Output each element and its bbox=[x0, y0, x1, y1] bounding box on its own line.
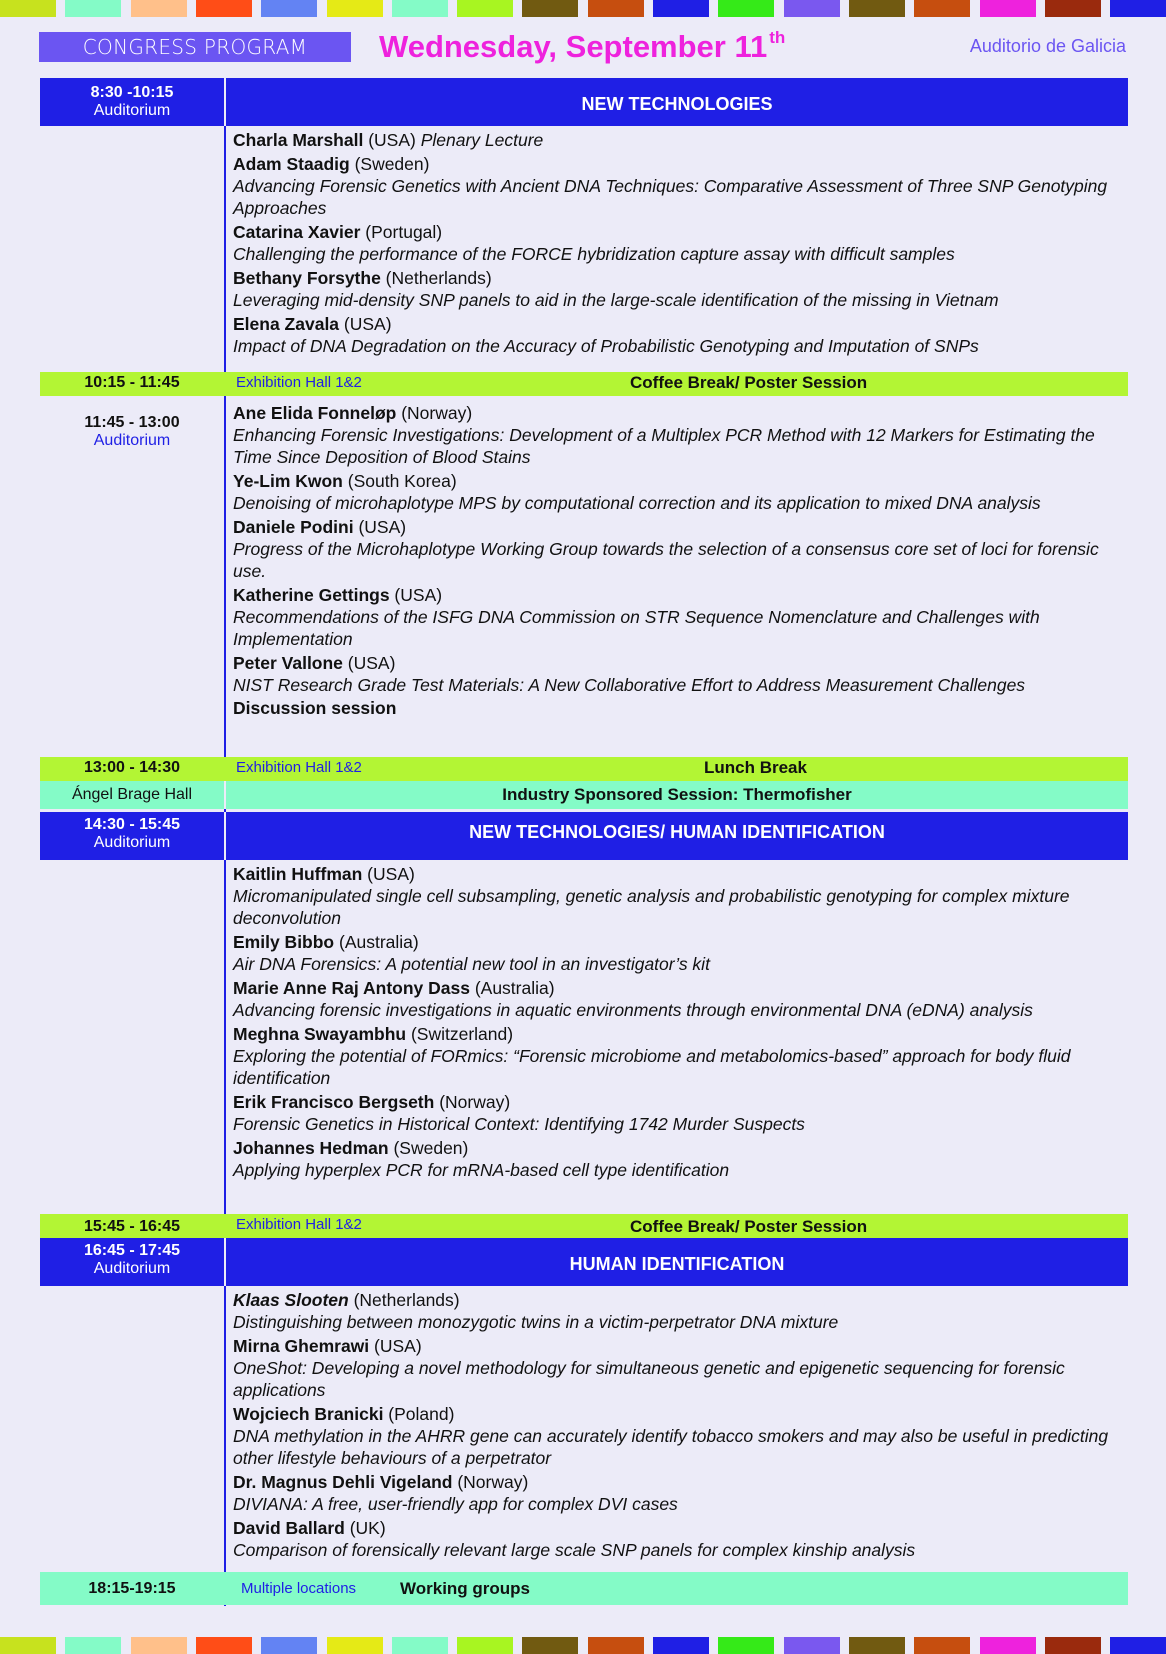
color-stripe bbox=[196, 0, 252, 17]
speaker-country: (Netherlands) bbox=[348, 1290, 460, 1310]
session-time-cell bbox=[40, 812, 226, 860]
industry-event: Industry Sponsored Session: Thermofisher bbox=[502, 785, 852, 804]
speaker-country: (South Korea) bbox=[342, 471, 457, 491]
speaker-country: (Australia) bbox=[334, 932, 419, 952]
speaker-name: Dr. Magnus Dehli Vigeland bbox=[233, 1472, 453, 1492]
talk-item bbox=[233, 863, 1133, 929]
session-title: NEW TECHNOLOGIES/ HUMAN IDENTIFICATION bbox=[469, 821, 885, 842]
session-place: Auditorium bbox=[93, 1260, 171, 1277]
session-time-cell bbox=[40, 1238, 226, 1286]
color-stripe bbox=[131, 1637, 187, 1654]
speaker-country: (Portugal) bbox=[360, 222, 443, 242]
talk-list bbox=[233, 402, 1133, 720]
session-header bbox=[40, 812, 1128, 860]
color-stripe bbox=[653, 0, 709, 17]
day-title bbox=[379, 28, 785, 65]
session-place: Auditorium bbox=[93, 834, 171, 851]
break-time: 13:00 - 14:30 bbox=[83, 759, 181, 776]
speaker-country: (USA) bbox=[342, 653, 396, 673]
program-label: CONGRESS PROGRAM bbox=[39, 32, 351, 62]
talk-item bbox=[233, 1137, 1133, 1181]
color-stripe bbox=[327, 1637, 383, 1654]
break-time: 15:45 - 16:45 bbox=[83, 1218, 181, 1235]
talk-title: Air DNA Forensics: A potential new tool in an investigator’s kit bbox=[233, 954, 710, 974]
speaker-name: Ane Elida Fonneløp bbox=[233, 403, 397, 423]
talk-item bbox=[233, 1403, 1133, 1469]
color-stripe bbox=[1045, 1637, 1101, 1654]
talk-title: Impact of DNA Degradation on the Accuracy of Probabilistic Genotyping and Imputation of SNPs bbox=[233, 336, 979, 356]
venue-name: Auditorio de Galicia bbox=[969, 36, 1126, 56]
speaker-country: (Australia) bbox=[469, 978, 555, 998]
top-color-stripes bbox=[0, 0, 1166, 17]
speaker-country: (Switzerland) bbox=[406, 1024, 514, 1044]
session-time: 16:45 - 17:45 bbox=[83, 1242, 181, 1259]
speaker-name: Daniele Podini bbox=[233, 517, 354, 537]
session-title: HUMAN IDENTIFICATION bbox=[569, 1253, 785, 1274]
color-stripe bbox=[261, 0, 317, 17]
session-time: 8:30 -10:15 bbox=[90, 84, 174, 101]
speaker-name: Klaas Slooten bbox=[233, 1290, 349, 1310]
session-time-cell bbox=[40, 78, 226, 126]
talk-item bbox=[233, 402, 1133, 468]
talk-item bbox=[233, 1471, 1133, 1515]
talk-item bbox=[233, 1335, 1133, 1401]
discussion-session: Discussion session bbox=[233, 698, 397, 718]
break-location: Exhibition Hall 1&2 bbox=[236, 1216, 362, 1233]
talk-title: NIST Research Grade Test Materials: A New Collaborative Effort to Address Measurement Challenges bbox=[233, 675, 1026, 695]
session-place: Auditorium bbox=[93, 102, 171, 119]
talk-note: Plenary Lecture bbox=[420, 130, 544, 150]
break-event: Lunch Break bbox=[704, 758, 807, 777]
color-stripe bbox=[392, 0, 448, 17]
talk-title: Micromanipulated single cell subsampling, genetic analysis and probabilistic genotyping for complex mixture deconvolution bbox=[233, 886, 1070, 928]
talk-title: Advancing Forensic Genetics with Ancient DNA Techniques: Comparative Assessment of Three SNP Genotyping Approaches bbox=[233, 176, 1108, 218]
talk-title: OneShot: Developing a novel methodology for simultaneous genetic and epigenetic sequencing for forensic applications bbox=[233, 1358, 1065, 1400]
color-stripe bbox=[1110, 0, 1166, 17]
color-stripe bbox=[980, 1637, 1036, 1654]
talk-item bbox=[233, 584, 1133, 650]
talk-list bbox=[233, 1289, 1133, 1561]
speaker-name: Erik Francisco Bergseth bbox=[233, 1092, 435, 1112]
talk-item bbox=[233, 516, 1133, 582]
bottom-color-stripes bbox=[0, 1637, 1166, 1654]
speaker-country: (USA) bbox=[339, 314, 392, 334]
color-stripe bbox=[980, 0, 1036, 17]
color-stripe bbox=[1045, 0, 1101, 17]
color-stripe bbox=[849, 1637, 905, 1654]
break-event: Coffee Break/ Poster Session bbox=[630, 373, 868, 392]
speaker-name: Bethany Forsythe bbox=[233, 268, 381, 288]
speaker-name: Wojciech Branicki bbox=[233, 1404, 384, 1424]
working-groups-location: Multiple locations bbox=[241, 1580, 357, 1597]
color-stripe bbox=[588, 0, 644, 17]
session-time: 14:30 - 15:45 bbox=[83, 816, 181, 833]
speaker-country: (USA) bbox=[369, 1336, 422, 1356]
speaker-country: (USA) bbox=[362, 864, 415, 884]
break-location: Exhibition Hall 1&2 bbox=[236, 374, 362, 391]
talk-item bbox=[233, 1289, 1133, 1333]
color-stripe bbox=[457, 0, 513, 17]
speaker-name: Peter Vallone bbox=[233, 653, 343, 673]
color-stripe bbox=[327, 0, 383, 17]
break-time: 10:15 - 11:45 bbox=[84, 374, 180, 391]
industry-place: Ángel Brage Hall bbox=[40, 781, 226, 809]
talk-title: Enhancing Forensic Investigations: Development of a Multiplex PCR Method with 12 Markers for Estimating the Time Since Deposition of Blood Stains bbox=[233, 425, 1095, 467]
speaker-country: (Poland) bbox=[383, 1404, 455, 1424]
speaker-country: (Sweden) bbox=[388, 1138, 469, 1158]
speaker-name: Katherine Gettings bbox=[233, 585, 390, 605]
speaker-name: Charla Marshall bbox=[233, 130, 364, 150]
speaker-name: Kaitlin Huffman bbox=[233, 864, 363, 884]
speaker-country: (USA) bbox=[389, 585, 443, 605]
speaker-country: (Sweden) bbox=[349, 154, 430, 174]
speaker-name: Meghna Swayambhu bbox=[233, 1024, 407, 1044]
break-row bbox=[40, 372, 1128, 396]
talk-item bbox=[233, 267, 1133, 311]
speaker-country: (USA) bbox=[353, 517, 407, 537]
speaker-name: Ye-Lim Kwon bbox=[233, 471, 343, 491]
color-stripe bbox=[784, 1637, 840, 1654]
talk-title: Leveraging mid-density SNP panels to aid in the large-scale identification of the missing in Vietnam bbox=[233, 290, 999, 310]
break-row bbox=[40, 1214, 1128, 1238]
speaker-name: David Ballard bbox=[233, 1518, 345, 1538]
break-location: Exhibition Hall 1&2 bbox=[236, 759, 362, 776]
color-stripe bbox=[653, 1637, 709, 1654]
speaker-country: (Netherlands) bbox=[380, 268, 492, 288]
color-stripe bbox=[784, 0, 840, 17]
color-stripe bbox=[1110, 1637, 1166, 1654]
talk-title: Comparison of forensically relevant large scale SNP panels for complex kinship analysis bbox=[233, 1540, 916, 1560]
talk-title: Challenging the performance of the FORCE hybridization capture assay with difficult samples bbox=[233, 244, 955, 264]
color-stripe bbox=[718, 1637, 774, 1654]
talk-item bbox=[233, 931, 1133, 975]
session-time-cell bbox=[40, 414, 224, 450]
speaker-name: Emily Bibbo bbox=[233, 932, 335, 952]
speaker-country: (UK) bbox=[344, 1518, 386, 1538]
talk-title: Progress of the Microhaplotype Working Group towards the selection of a consensus core set of loci for forensic use. bbox=[233, 539, 1099, 581]
day-text: Wednesday, September 11 bbox=[379, 29, 768, 64]
talk-title: Exploring the potential of FORmics: “Forensic microbiome and metabolomics-based” approach for body fluid identification bbox=[233, 1046, 1071, 1088]
color-stripe bbox=[914, 1637, 970, 1654]
speaker-name: Catarina Xavier bbox=[233, 222, 361, 242]
speaker-name: Elena Zavala bbox=[233, 314, 340, 334]
talk-list bbox=[233, 129, 1133, 357]
talk-title: DNA methylation in the AHRR gene can accurately identify tobacco smokers and may also be useful in predicting other lifestyle behaviours of a perpetrator bbox=[233, 1426, 1109, 1468]
talk-title: DIVIANA: A free, user-friendly app for complex DVI cases bbox=[233, 1494, 678, 1514]
session-place: Auditorium bbox=[93, 432, 171, 449]
working-groups-event: Working groups bbox=[400, 1579, 531, 1598]
color-stripe bbox=[914, 0, 970, 17]
speaker-country: (Norway) bbox=[452, 1472, 529, 1492]
session-header bbox=[40, 78, 1128, 126]
speaker-country: (Norway) bbox=[434, 1092, 511, 1112]
talk-item bbox=[233, 652, 1133, 696]
working-groups-time: 18:15-19:15 bbox=[88, 1580, 176, 1597]
speaker-name: Mirna Ghemrawi bbox=[233, 1336, 370, 1356]
color-stripe bbox=[849, 0, 905, 17]
talk-title: Forensic Genetics in Historical Context: Identifying 1742 Murder Suspects bbox=[233, 1114, 805, 1134]
talk-items bbox=[233, 402, 1133, 696]
color-stripe bbox=[131, 0, 187, 17]
speaker-name: Adam Staadig bbox=[233, 154, 350, 174]
talk-title: Distinguishing between monozygotic twins in a victim-perpetrator DNA mixture bbox=[233, 1312, 839, 1332]
talk-item bbox=[233, 221, 1133, 265]
session-title: NEW TECHNOLOGIES bbox=[581, 93, 773, 114]
talk-item bbox=[233, 1023, 1133, 1089]
color-stripe bbox=[65, 0, 121, 17]
working-groups-row bbox=[40, 1572, 1128, 1605]
session-time: 11:45 - 13:00 bbox=[84, 414, 180, 431]
talk-item bbox=[233, 129, 1133, 151]
day-suffix: th bbox=[769, 28, 786, 47]
color-stripe bbox=[718, 0, 774, 17]
session-header bbox=[40, 1238, 1128, 1286]
talk-item bbox=[233, 470, 1133, 514]
industry-row bbox=[40, 781, 1128, 809]
color-stripe bbox=[522, 0, 578, 17]
talk-item bbox=[233, 977, 1133, 1021]
talk-title: Applying hyperplex PCR for mRNA-based cell type identification bbox=[233, 1160, 730, 1180]
color-stripe bbox=[196, 1637, 252, 1654]
color-stripe bbox=[588, 1637, 644, 1654]
color-stripe bbox=[0, 0, 56, 17]
talk-item bbox=[233, 153, 1133, 219]
talk-item bbox=[233, 313, 1133, 357]
talk-title: Denoising of microhaplotype MPS by computational correction and its application to mixed DNA analysis bbox=[233, 493, 1041, 513]
speaker-name: Marie Anne Raj Antony Dass bbox=[233, 978, 470, 998]
break-row bbox=[40, 757, 1128, 781]
color-stripe bbox=[65, 1637, 121, 1654]
color-stripe bbox=[392, 1637, 448, 1654]
talk-list bbox=[233, 863, 1133, 1181]
speaker-name: Johannes Hedman bbox=[233, 1138, 389, 1158]
speaker-country: (Norway) bbox=[396, 403, 473, 423]
speaker-country: (USA) bbox=[363, 130, 421, 150]
color-stripe bbox=[0, 1637, 56, 1654]
talk-item bbox=[233, 1517, 1133, 1561]
talk-title: Advancing forensic investigations in aquatic environments through environmental DNA (eDNA) analysis bbox=[233, 1000, 1033, 1020]
talk-item bbox=[233, 1091, 1133, 1135]
color-stripe bbox=[261, 1637, 317, 1654]
color-stripe bbox=[457, 1637, 513, 1654]
color-stripe bbox=[522, 1637, 578, 1654]
break-event: Coffee Break/ Poster Session bbox=[630, 1217, 868, 1236]
page-header bbox=[0, 30, 1166, 70]
talk-title: Recommendations of the ISFG DNA Commission on STR Sequence Nomenclature and Challenges with Implementation bbox=[233, 607, 1040, 649]
